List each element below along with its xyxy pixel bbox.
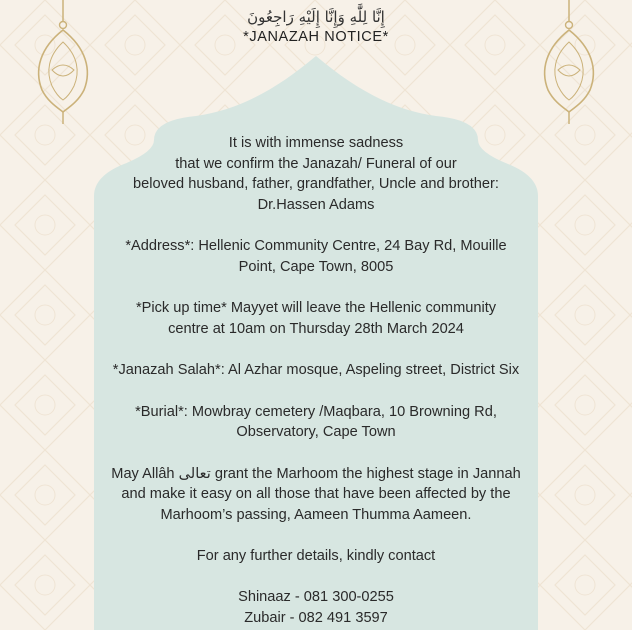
salah-line: *Janazah Salah*: Al Azhar mosque, Aspeling street, District Six [112,362,520,379]
notice-title: *JANAZAH NOTICE* [243,29,389,45]
deceased-name: Dr.Hassen Adams [257,196,375,213]
intro-line: It is with immense sadness [228,135,404,151]
contact-intro: For any further details, kindly contact [196,548,436,565]
pickup-line: *Pick up time* Mayyet will leave the Hellenic community [135,300,497,317]
contact-line: Shinaaz - 081 300-0255 [238,589,394,606]
dua-line: Marhoom’s passing, Aameen Thumma Aameen. [160,506,472,523]
burial-line: Observatory, Cape Town [236,424,396,441]
intro-line: beloved husband, father, grandfather, Uncle and brother: [133,176,499,193]
dua-line: May Allâh تعالى grant the Marhoom the highest stage in Jannah [111,465,521,482]
burial-line: *Burial*: Mowbray cemetery /Maqbara, 10 Browning Rd, [135,403,497,420]
address-line: Point, Cape Town, 8005 [238,258,394,275]
notice-body [70,133,562,629]
pickup-line: centre at 10am on Thursday 28th March 2024 [168,320,464,337]
header [0,8,632,45]
dua-line: and make it easy on all those that have been affected by the [121,486,511,503]
contact-line: Zubair - 082 491 3597 [244,610,388,627]
arabic-verse: إِنَّا لِلَّٰهِ وَإِنَّا إِلَيْهِ رَاجِعُونَ [247,8,385,26]
intro-line: that we confirm the Janazah/ Funeral of our [175,155,457,172]
address-line: *Address*: Hellenic Community Centre, 24 Bay Rd, Mouille [125,238,507,255]
